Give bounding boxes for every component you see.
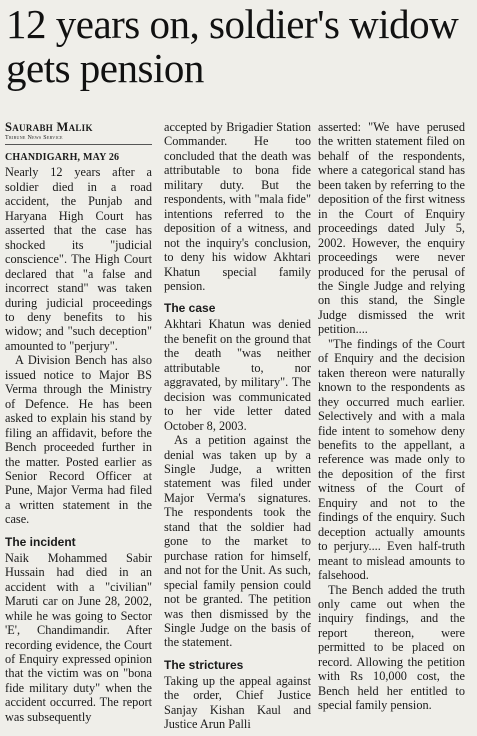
paragraph: Akhtari Khatun was denied the benefit on the ground that the death "was neither attributable to, nor aggravated, by military". The decision was communicated to her vide letter dated October 8, 2003. [164, 317, 311, 433]
paragraph: A Division Bench has also issued notice to Major BS Verma through the Ministry of Defence. He has been asked to explain his stand by filing an affidavit, before the Bench proceeded further in the matter. Posted earlier as Senior Record Officer at Pune, Major Verma had filed a written statement in the case. [5, 353, 152, 527]
column-2 [164, 120, 311, 732]
paragraph: Naik Mohammed Sabir Hussain had died in an accident with a "civilian" Maruti car on June 28, 2002, while he was going to Sector 'E', Chandimandir. After recording evidence, the Court of Enquiry expressed opinion that the victim was on "bona fide military duty" when the accident occurred. The report was subsequently [5, 550, 152, 724]
subheading-case: The case [164, 301, 216, 316]
paragraph: Taking up the appeal against the order, Chief Justice Sanjay Kishan Kaul and Justice Arun Palli [164, 673, 311, 732]
headline: 12 years on, soldier's widow gets pension [6, 1, 459, 91]
column-3 [318, 120, 465, 713]
byline-author: Saurabh Malik [5, 120, 93, 134]
byline-service: Tribune News Service [5, 134, 152, 145]
paragraph: As a petition against the denial was taken up by a Single Judge, a written statement was filed under Major Verma's signatures. The respondents took the stand that the soldier had gone to the market to purchase ration for himself, and not for the Unit. As such, special family pension could not be granted. The petition was then dismissed by the Single Judge on the basis of the statement. [164, 433, 311, 650]
paragraph: The Bench added the truth only came out when the inquiry findings, and the report thereon, were permitted to be placed on record. Allowing the petition with Rs 10,000 cost, the Bench held her entitled to special family pension. [318, 582, 465, 713]
dateline: CHANDIGARH, MAY 26 [5, 152, 120, 163]
paragraph: asserted: "We have perused the written statement filed on behalf of the respondents, where a categorical stand has been taken by referring to the deposition of the first witness in the Court of Enquiry proceedings dated July 5, 2002. However, the enquiry proceedings were never produced for the perusal of the Single Judge and relying on this stand, the Single Judge dismissed the writ petition.... [318, 120, 465, 337]
column-1 [5, 120, 152, 724]
paragraph: accepted by Brigadier Station Commander. He too concluded that the death was attributable to bona fide military duty. But the respondents, with "mala fide" intentions referred to the deposition of a witness, and not the inquiry's conclusion, to deny his widow Akhtari Khatun special family pension. [164, 120, 311, 293]
subheading-strictures: The strictures [164, 657, 244, 672]
subheading-incident: The incident [5, 534, 76, 549]
paragraph: "The findings of the Court of Enquiry and the decision taken thereon were naturally known to the respondents as they occurred much earlier. Selectively and with a mala fide intent to somehow deny benefits to the appellant, a reference was made only to the deposition of the first witness of the Court of Enquiry and not to the findings of the enquiry. Such deception actually amounts to perjury.... Even half-truth meant to mislead amounts to falsehood. [318, 336, 465, 583]
paragraph: Nearly 12 years after a soldier died in a road accident, the Punjab and Haryana High Court has asserted that the case has shocked its "judicial conscience". The High Court declared that "a false and incorrect stand" was taken during judicial proceedings to deny benefits to his widow; and "such deception" amounted to "perjury". [5, 165, 152, 353]
